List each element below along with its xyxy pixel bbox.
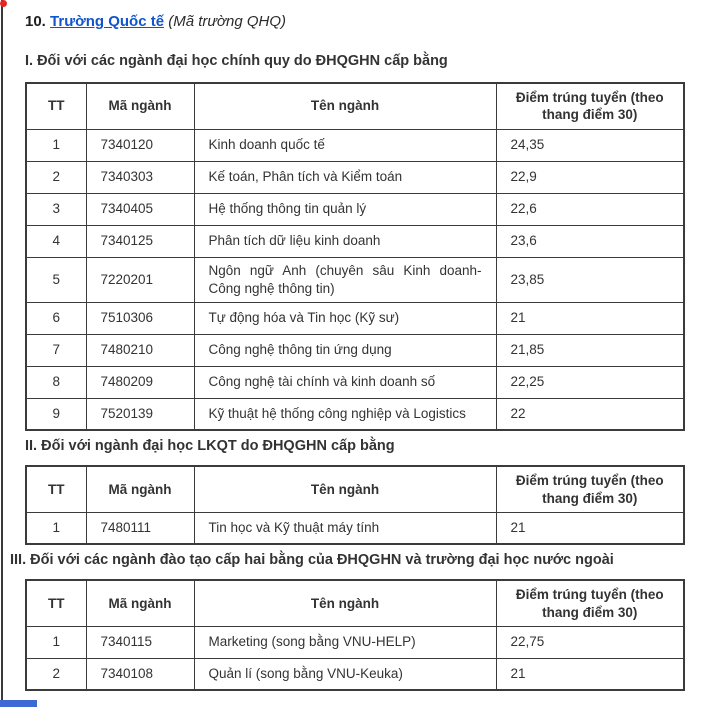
section (25, 52, 686, 431)
major-name: Công nghệ thông tin ứng dụng (194, 334, 496, 366)
table-row (26, 129, 684, 161)
admission-score: 23,6 (496, 225, 684, 257)
admission-score: 21 (496, 658, 684, 690)
major-name: Kế toán, Phân tích và Kiểm toán (194, 161, 496, 193)
section (25, 437, 686, 545)
major-name: Quản lí (song bằng VNU-Keuka) (194, 658, 496, 690)
column-header: Mã ngành (86, 466, 194, 512)
row-number: 1 (26, 512, 86, 544)
admission-score: 22,9 (496, 161, 684, 193)
admission-score: 22,75 (496, 626, 684, 658)
row-number: 3 (26, 193, 86, 225)
table-row (26, 161, 684, 193)
admission-score: 21,85 (496, 334, 684, 366)
table-row (26, 626, 684, 658)
row-number: 1 (26, 626, 86, 658)
admission-score: 22,25 (496, 366, 684, 398)
row-number: 9 (26, 398, 86, 430)
table-row (26, 257, 684, 302)
row-number: 1 (26, 129, 86, 161)
column-header: TT (26, 83, 86, 129)
major-name: Ngôn ngữ Anh (chuyên sâu Kinh doanh-Công nghệ thông tin) (194, 257, 496, 302)
bottom-accent-bar (0, 700, 37, 707)
column-header: Mã ngành (86, 580, 194, 626)
sections-container (10, 52, 686, 691)
major-code: 7340115 (86, 626, 194, 658)
table-row (26, 225, 684, 257)
row-number: 8 (26, 366, 86, 398)
column-header: Tên ngành (194, 466, 496, 512)
left-border-rule (1, 0, 3, 707)
table-row (26, 398, 684, 430)
section (10, 551, 686, 691)
major-code: 7480111 (86, 512, 194, 544)
table-header-row (26, 83, 684, 129)
row-number: 5 (26, 257, 86, 302)
major-name: Tin học và Kỹ thuật máy tính (194, 512, 496, 544)
column-header: Điểm trúng tuyển (theo thang điểm 30) (496, 580, 684, 626)
scores-table (25, 465, 685, 545)
major-code: 7480209 (86, 366, 194, 398)
table-row (26, 193, 684, 225)
major-code: 7340120 (86, 129, 194, 161)
school-code-note: (Mã trường QHQ) (168, 13, 286, 30)
section-heading: III. Đối với các ngành đào tạo cấp hai bằng của ĐHQGHN và trường đại học nước ngoài (10, 552, 614, 569)
section-heading: II. Đối với ngành đại học LKQT do ĐHQGHN cấp bằng (25, 438, 395, 455)
title-number: 10. (25, 13, 46, 30)
major-code: 7340125 (86, 225, 194, 257)
admission-score: 23,85 (496, 257, 684, 302)
page-title (25, 12, 686, 32)
column-header: Tên ngành (194, 580, 496, 626)
major-name: Marketing (song bằng VNU-HELP) (194, 626, 496, 658)
row-number: 6 (26, 302, 86, 334)
table-header-row (26, 580, 684, 626)
row-number: 2 (26, 658, 86, 690)
major-name: Tự động hóa và Tin học (Kỹ sư) (194, 302, 496, 334)
table-header-row (26, 466, 684, 512)
major-name: Kỹ thuật hệ thống công nghiệp và Logistics (194, 398, 496, 430)
scores-table (25, 579, 685, 691)
admission-score: 24,35 (496, 129, 684, 161)
major-name: Hệ thống thông tin quản lý (194, 193, 496, 225)
school-link[interactable]: Trường Quốc tế (50, 13, 165, 30)
scores-table (25, 82, 685, 431)
admission-score: 21 (496, 302, 684, 334)
table-row (26, 302, 684, 334)
major-code: 7220201 (86, 257, 194, 302)
major-code: 7340108 (86, 658, 194, 690)
column-header: Điểm trúng tuyển (theo thang điểm 30) (496, 83, 684, 129)
table-row (26, 366, 684, 398)
column-header: TT (26, 580, 86, 626)
major-name: Công nghệ tài chính và kinh doanh số (194, 366, 496, 398)
admission-score: 22 (496, 398, 684, 430)
row-number: 4 (26, 225, 86, 257)
table-row (26, 334, 684, 366)
section-heading: I. Đối với các ngành đại học chính quy do ĐHQGHN cấp bằng (25, 53, 448, 69)
row-number: 7 (26, 334, 86, 366)
major-code: 7340303 (86, 161, 194, 193)
major-code: 7340405 (86, 193, 194, 225)
column-header: Điểm trúng tuyển (theo thang điểm 30) (496, 466, 684, 512)
column-header: TT (26, 466, 86, 512)
admission-score: 22,6 (496, 193, 684, 225)
table-row (26, 658, 684, 690)
column-header: Mã ngành (86, 83, 194, 129)
column-header: Tên ngành (194, 83, 496, 129)
major-name: Kinh doanh quốc tế (194, 129, 496, 161)
red-marker-dot (0, 0, 7, 7)
major-code: 7480210 (86, 334, 194, 366)
row-number: 2 (26, 161, 86, 193)
major-name: Phân tích dữ liệu kinh doanh (194, 225, 496, 257)
major-code: 7510306 (86, 302, 194, 334)
major-code: 7520139 (86, 398, 194, 430)
table-row (26, 512, 684, 544)
admission-score: 21 (496, 512, 684, 544)
